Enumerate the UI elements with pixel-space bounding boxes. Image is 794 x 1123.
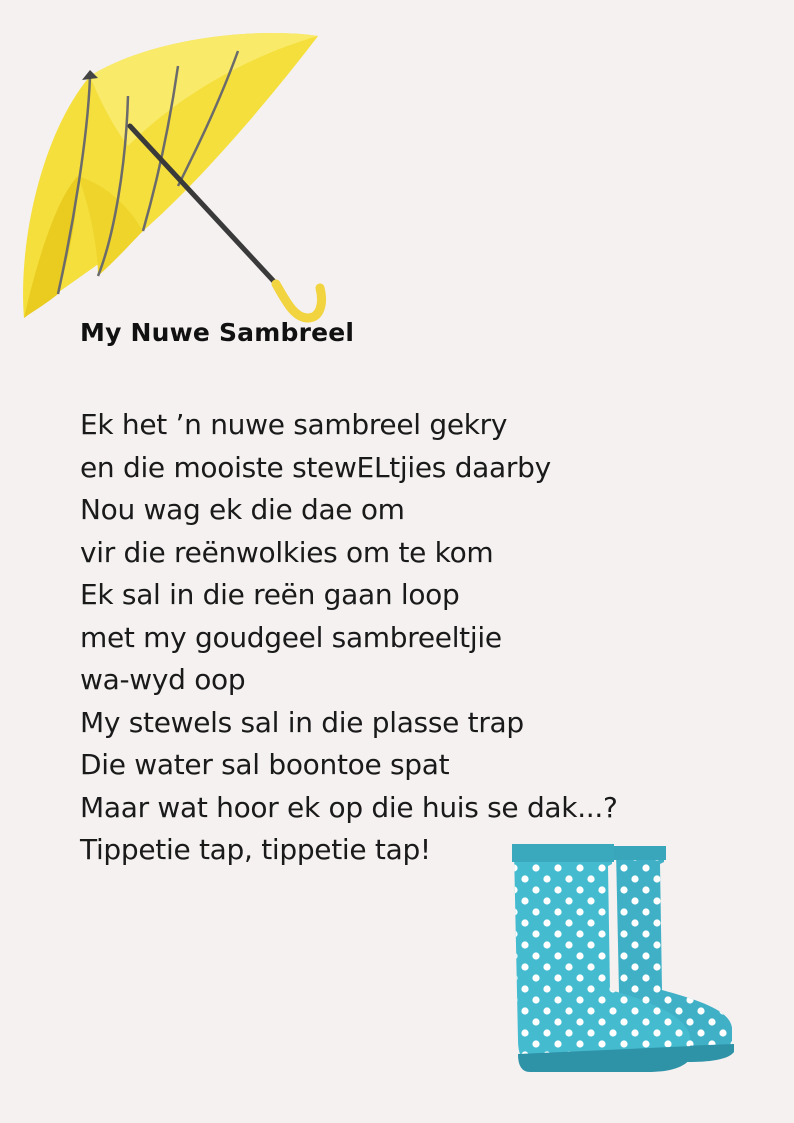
polka-dot-rain-boots-icon <box>508 840 740 1076</box>
poem-line: vir die reënwolkies om te kom <box>80 535 494 569</box>
poem-body <box>80 404 618 872</box>
poem-line: en die mooiste stewELtjies daarby <box>80 450 551 484</box>
poem-line: wa-wyd oop <box>80 663 246 696</box>
yellow-umbrella-icon <box>18 26 328 326</box>
poem-title: My Nuwe Sambreel <box>80 318 355 347</box>
poem-line: Ek het ’n nuwe sambreel gekry <box>80 408 508 441</box>
poem-line: Tippetie tap, tippetie tap! <box>80 833 431 866</box>
poem-line: Maar wat hoor ek op die huis se dak...? <box>80 790 618 824</box>
poem-line: Nou wag ek die dae om <box>80 493 405 526</box>
poem-line: My stewels sal in die plasse trap <box>80 705 524 739</box>
poem-line: met my goudgeel sambreeltjie <box>80 620 502 654</box>
poem-line: Die water sal boontoe spat <box>80 748 450 781</box>
poem-line: Ek sal in die reën gaan loop <box>80 578 460 611</box>
